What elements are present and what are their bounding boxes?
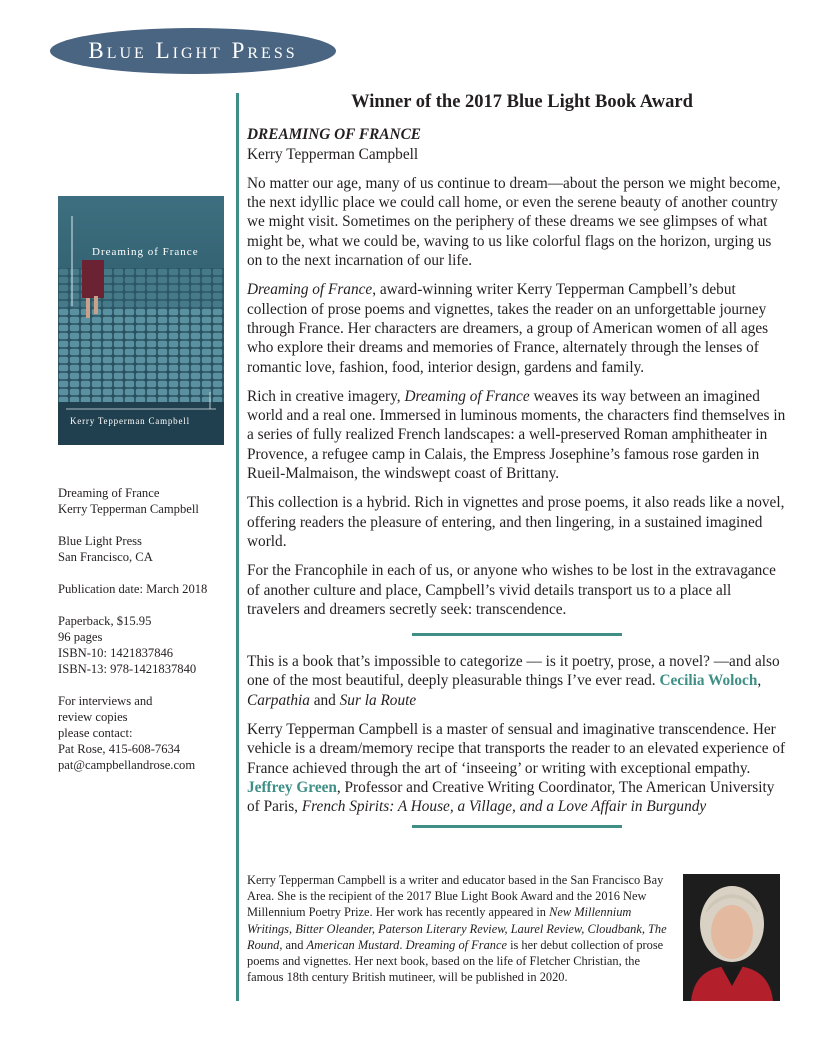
book-cover-author: Kerry Tepperman Campbell xyxy=(70,416,190,426)
description-paragraph: This collection is a hybrid. Rich in vignettes and prose poems, it also reads like a novel, offering readers the pleasure of entering, and then lingering, in a sustained imagined world. xyxy=(247,494,785,550)
paragraph-text: weaves its way between an imagined world and a real one. Immersed in luminous moments, the characters find themselves in a series of fully realized French landscapes: a well-preserved Roman amphitheater in Provence, a refugee camp in Calais, the Empress Josephine’s famous rose garden in Rueil-Malmaison, the windswept coast of Brittany. xyxy=(247,387,786,483)
reviewer-book: Sur la Route xyxy=(339,691,417,709)
sidebar-format: Paperback, $15.95 xyxy=(58,614,152,628)
section-divider xyxy=(412,633,622,636)
description-paragraph: For the Francophile in each of us, or anyone who wishes to be lost in the extravagance of another culture and place, Campbell’s vivid details transport us to a place all travelers and dreamers secretly seek: transcendence. xyxy=(247,562,776,618)
sidebar-isbn13: ISBN-13: 978-1421837840 xyxy=(58,662,197,676)
quote-text: This is a book that’s impossible to categorize — is it poetry, prose, a novel? —and also one of the most beautiful, deeply pleasurable things I’ve ever read. xyxy=(247,653,780,690)
book-title-inline: Dreaming of France xyxy=(247,281,373,299)
publisher-logo xyxy=(50,28,336,74)
sidebar-contact-line: please contact: xyxy=(58,726,133,740)
reviewer-name: Jeffrey Green xyxy=(247,778,337,796)
award-heading: Winner of the 2017 Blue Light Book Award xyxy=(351,92,693,112)
sidebar-location: San Francisco, CA xyxy=(58,550,153,564)
reviewer-name: Cecilia Woloch xyxy=(659,672,758,690)
author-bio xyxy=(247,872,677,985)
quote-text: , xyxy=(757,672,762,690)
sidebar-contact-email: pat@campbellandrose.com xyxy=(58,758,196,772)
sidebar-isbn10: ISBN-10: 1421837846 xyxy=(58,646,174,660)
author-photo-art xyxy=(683,874,780,1001)
bio-text: is her debut collection of prose poems and vignettes. Her next book, based on the life of Fletcher Christian, the famous 18th century British mutineer, will be published in 2020. xyxy=(247,937,664,985)
sidebar-pages: 96 pages xyxy=(58,630,103,644)
book-author: Kerry Tepperman Campbell xyxy=(247,145,419,163)
quote-text: , Professor and Creative Writing Coordinator, The American University of Paris, xyxy=(247,778,775,816)
bio-text: Kerry Tepperman Campbell is a writer and educator based in the San Francisco Bay Area. She is the recipient of the 2017 Blue Light Book Award and the 2016 New Millennium Poetry Prize. Her work has recently appeared in xyxy=(247,873,664,920)
main-content xyxy=(247,93,787,842)
paragraph-text: , award-winning writer Kerry Tepperman Campbell’s debut collection of prose poems and vignettes, takes the reader on an unforgettable journey through France. Her characters are dreamers, a group of American women of all ages who explore their dreams and memories of France, alternately through the lenses of romantic love, fashion, food, interior design, gardens and family. xyxy=(247,281,769,376)
bio-text: . xyxy=(399,937,406,952)
book-cover-art xyxy=(58,196,224,445)
section-divider xyxy=(412,825,622,828)
description-paragraph: No matter our age, many of us continue to dream—about the person we might become, the next idyllic place we could call home, or even the serene beauty of another country we might visit. Sometimes on the periphery of these dreams we see glimpses of what might be, what we could be, waving to us like colorful flags on the horizon, urging us on to the next incarnation of our life. xyxy=(247,174,781,270)
bio-text: and xyxy=(282,937,307,952)
book-details-sidebar xyxy=(58,485,230,789)
sidebar-title: Dreaming of France xyxy=(58,486,160,500)
reviewer-book: Carpathia xyxy=(247,691,310,709)
description-paragraph xyxy=(247,387,787,483)
author-photo xyxy=(683,874,780,1001)
book-title-inline: Dreaming of France xyxy=(405,937,507,952)
description-paragraph xyxy=(247,280,787,376)
paragraph-text: Rich in creative imagery, xyxy=(247,387,405,405)
book-title: DREAMING OF FRANCE xyxy=(247,126,421,144)
bio-publications: American Mustard xyxy=(306,937,400,952)
logo-text: Blue Light Press xyxy=(88,38,298,63)
book-cover-title: Dreaming of France xyxy=(92,246,199,258)
sidebar-author: Kerry Tepperman Campbell xyxy=(58,502,199,516)
sidebar-contact-line: For interviews and xyxy=(58,694,153,708)
sidebar-contact-line: review copies xyxy=(58,710,128,724)
sidebar-pub-date: Publication date: March 2018 xyxy=(58,582,208,596)
vertical-divider xyxy=(236,93,239,1001)
quote-text: Kerry Tepperman Campbell is a master of sensual and imaginative transcendence. Her vehicle is a dream/memory recipe that transports the reader to an elevated experience of France achieved through the art of ‘inseeing’ or writing with exceptional empathy. xyxy=(247,721,786,777)
bio-publications: New Millennium Writings, Bitter Oleander, Paterson Literary Review, Laurel Review, Cloudbank, The Round, xyxy=(247,905,667,952)
reviewer-book: French Spirits: A House, a Village, and a Love Affair in Burgundy xyxy=(301,798,707,816)
quote-text: and xyxy=(309,691,340,709)
review-quote xyxy=(247,652,787,710)
book-title-inline: Dreaming of France xyxy=(404,387,530,405)
sidebar-publisher: Blue Light Press xyxy=(58,534,142,548)
book-cover-image xyxy=(58,196,224,445)
review-quote xyxy=(247,720,787,816)
sidebar-contact-line: Pat Rose, 415-608-7634 xyxy=(58,742,181,756)
